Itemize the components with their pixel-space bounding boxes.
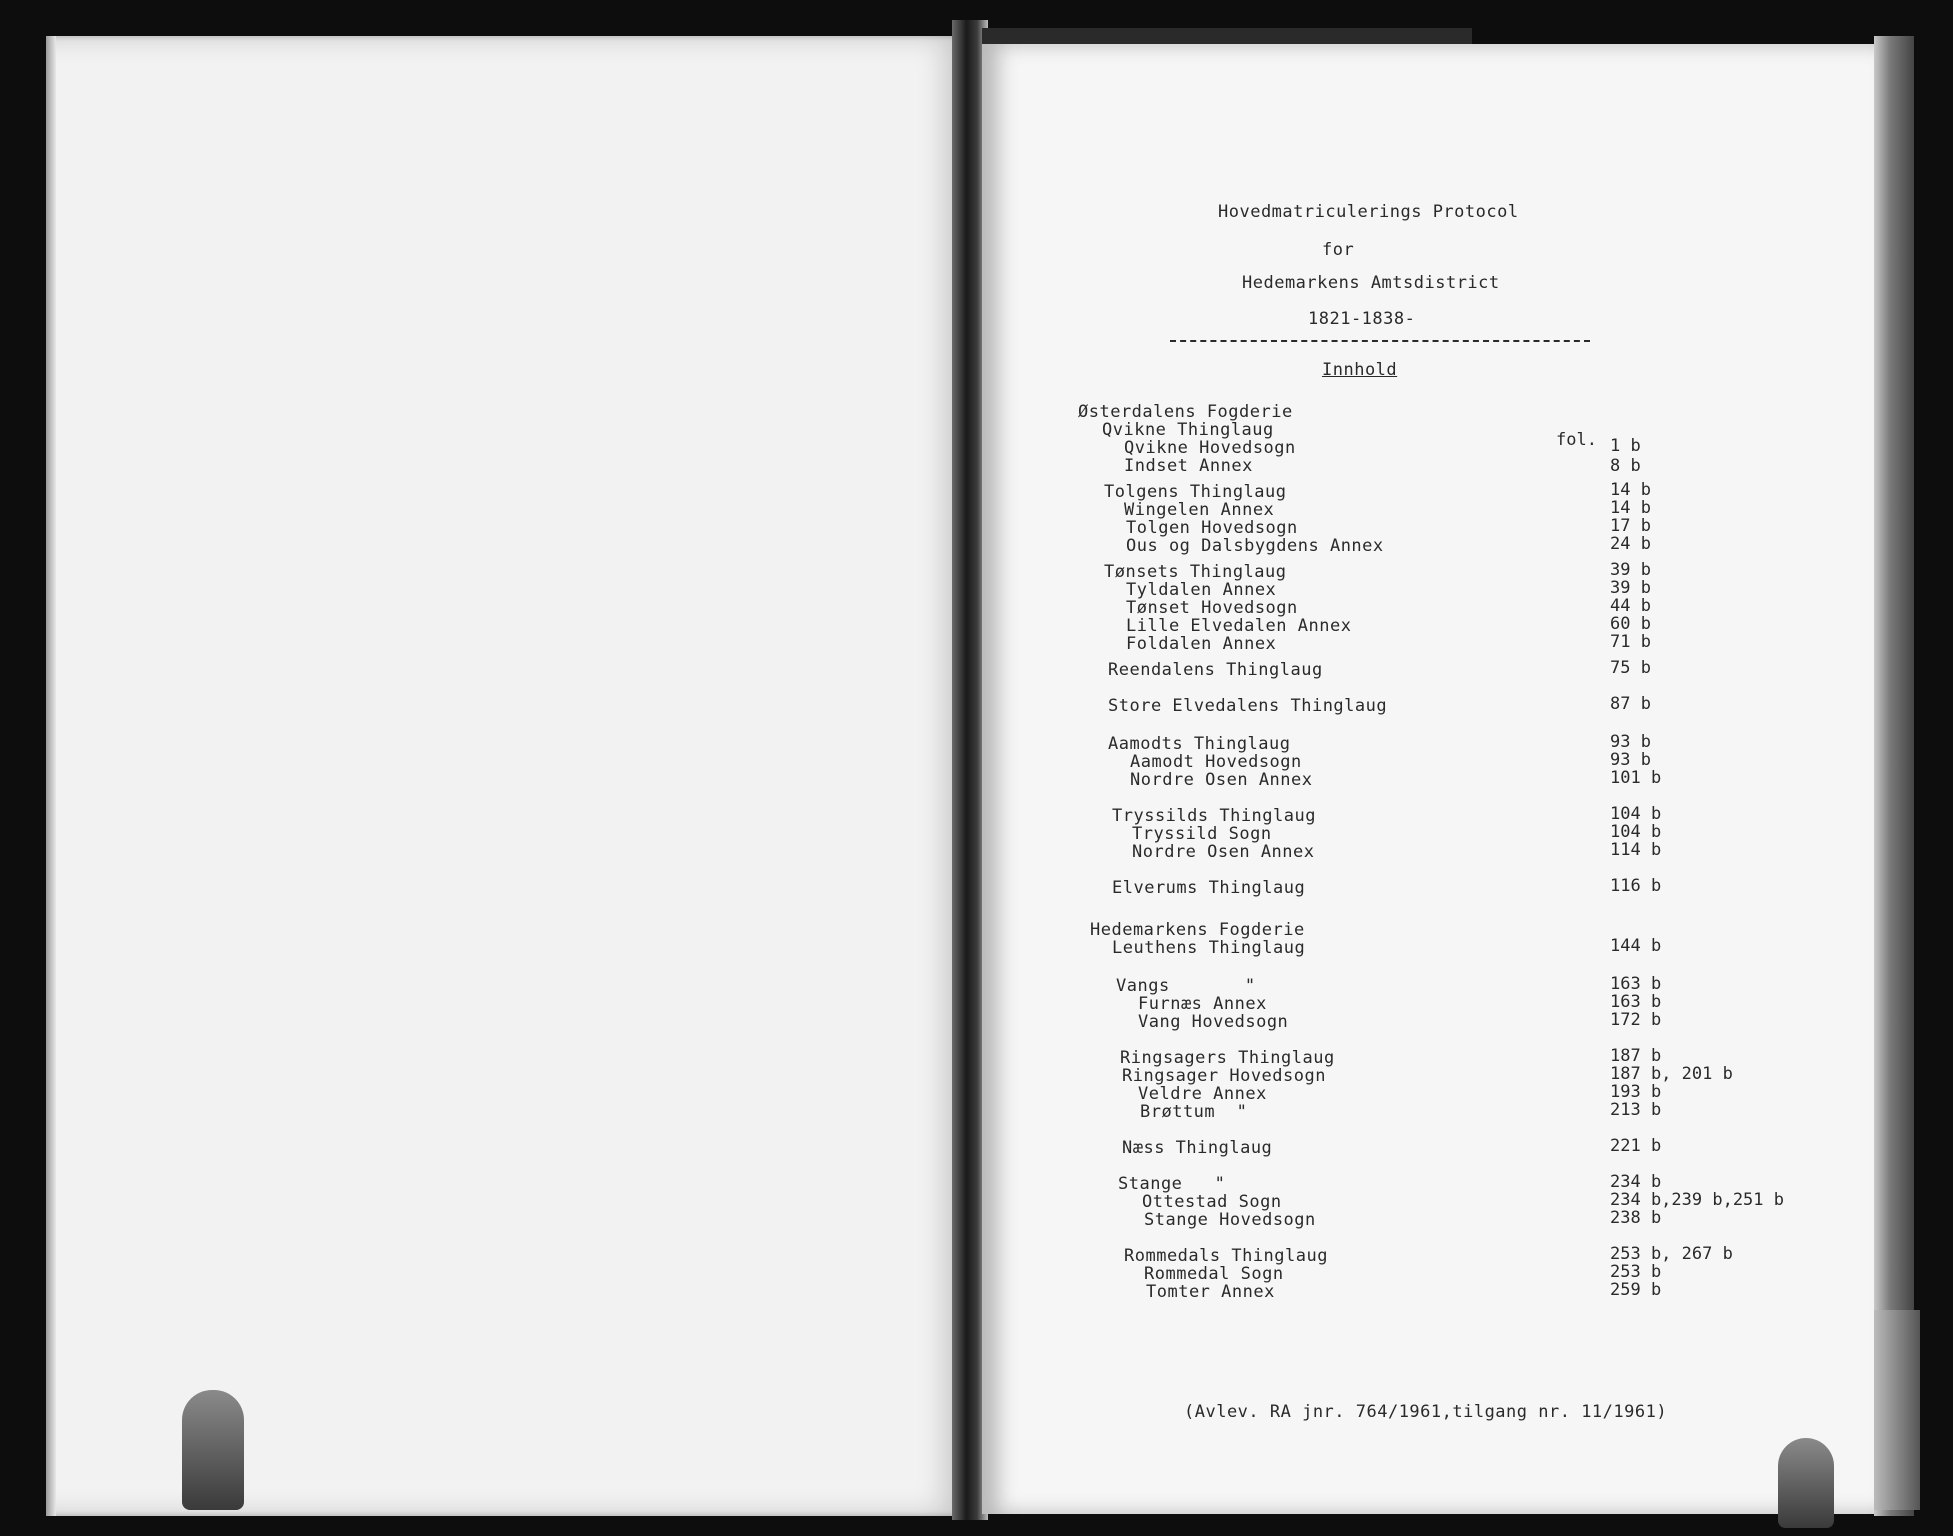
entry-name: Indset Annex	[1124, 456, 1253, 476]
entry-folio: 163 b	[1610, 974, 1662, 994]
entry-folio: 187 b	[1610, 1046, 1662, 1066]
page-edges-lower	[1874, 1310, 1920, 1510]
entry-name: Qvikne Hovedsogn	[1124, 438, 1296, 458]
entry-folio: 187 b, 201 b	[1610, 1064, 1733, 1084]
entry-folio: 163 b	[1610, 992, 1662, 1012]
entry-name: Tyldalen Annex	[1126, 580, 1277, 600]
entry-name: Stange Hovedsogn	[1144, 1210, 1316, 1230]
entry-folio: 44 b	[1610, 596, 1651, 616]
entry-name: Reendalens Thinglaug	[1108, 660, 1323, 680]
entry-folio: 193 b	[1610, 1082, 1662, 1102]
entry-folio: 93 b	[1610, 732, 1651, 752]
entry-folio: 14 b	[1610, 480, 1651, 500]
entry-folio: 24 b	[1610, 534, 1651, 554]
entry-folio: 87 b	[1610, 694, 1651, 714]
dashed-divider	[1170, 340, 1590, 342]
entry-folio: 104 b	[1610, 822, 1662, 842]
entry-folio: 39 b	[1610, 578, 1651, 598]
entry-folio: 259 b	[1610, 1280, 1662, 1300]
entry-folio: 60 b	[1610, 614, 1651, 634]
entry-name: Tolgen Hovedsogn	[1126, 518, 1298, 538]
document-district: Hedemarkens Amtsdistrict	[1242, 273, 1500, 293]
page-top-strip	[982, 28, 1472, 44]
fol-label: fol.	[1556, 430, 1597, 450]
entry-name: Aamodt Hovedsogn	[1130, 752, 1302, 772]
entry-folio: 8 b	[1610, 456, 1641, 476]
footer-reference: (Avlev. RA jnr. 764/1961,tilgang nr. 11/1961)	[1184, 1402, 1668, 1422]
entry-name: Nordre Osen Annex	[1132, 842, 1315, 862]
entry-name: Tønset Hovedsogn	[1126, 598, 1298, 618]
page-edges	[1874, 36, 1914, 1516]
entry-folio: 116 b	[1610, 876, 1662, 896]
entry-name: Store Elvedalens Thinglaug	[1108, 696, 1388, 716]
entry-name: Qvikne Thinglaug	[1102, 420, 1274, 440]
thumb-right	[1778, 1438, 1834, 1528]
entry-folio: 14 b	[1610, 498, 1651, 518]
entry-name: Ous og Dalsbygdens Annex	[1126, 536, 1384, 556]
entry-name: Ottestad Sogn	[1142, 1192, 1282, 1212]
document-for: for	[1322, 240, 1355, 260]
entry-name: Wingelen Annex	[1124, 500, 1275, 520]
entry-folio: 238 b	[1610, 1208, 1662, 1228]
entry-folio: 39 b	[1610, 560, 1651, 580]
entry-folio: 234 b,239 b,251 b	[1610, 1190, 1784, 1210]
entry-name: Rommedal Sogn	[1144, 1264, 1284, 1284]
entry-name: Østerdalens Fogderie	[1078, 402, 1293, 422]
entry-folio: 104 b	[1610, 804, 1662, 824]
entry-name: Tomter Annex	[1146, 1282, 1275, 1302]
entry-folio: 253 b	[1610, 1262, 1662, 1282]
entry-name: Aamodts Thinglaug	[1108, 734, 1291, 754]
entry-folio: 75 b	[1610, 658, 1651, 678]
entry-folio: 1 b	[1610, 436, 1641, 456]
contents-heading: Innhold	[1322, 360, 1398, 380]
right-page	[982, 44, 1874, 1514]
entry-name: Tryssild Sogn	[1132, 824, 1272, 844]
entry-folio: 172 b	[1610, 1010, 1662, 1030]
entry-name: Foldalen Annex	[1126, 634, 1277, 654]
entry-folio: 93 b	[1610, 750, 1651, 770]
entry-name: Vang Hovedsogn	[1138, 1012, 1289, 1032]
entry-name: Næss Thinglaug	[1122, 1138, 1273, 1158]
entry-folio: 221 b	[1610, 1136, 1662, 1156]
entry-name: Hedemarkens Fogderie	[1090, 920, 1305, 940]
entry-name: Rommedals Thinglaug	[1124, 1246, 1328, 1266]
entry-name: Lille Elvedalen Annex	[1126, 616, 1352, 636]
entry-name: Tryssilds Thinglaug	[1112, 806, 1316, 826]
entry-name: Tønsets Thinglaug	[1104, 562, 1287, 582]
left-page	[46, 36, 963, 1516]
entry-name: Brøttum "	[1140, 1102, 1248, 1122]
entry-name: Ringsager Hovedsogn	[1122, 1066, 1326, 1086]
entry-name: Nordre Osen Annex	[1130, 770, 1313, 790]
entry-folio: 71 b	[1610, 632, 1651, 652]
entry-name: Ringsagers Thinglaug	[1120, 1048, 1335, 1068]
entry-folio: 17 b	[1610, 516, 1651, 536]
entry-folio: 213 b	[1610, 1100, 1662, 1120]
entry-name: Elverums Thinglaug	[1112, 878, 1306, 898]
entry-folio: 114 b	[1610, 840, 1662, 860]
thumb-left	[182, 1390, 244, 1510]
entry-folio: 144 b	[1610, 936, 1662, 956]
document-title: Hovedmatriculerings Protocol	[1218, 202, 1519, 222]
entry-name: Stange "	[1118, 1174, 1226, 1194]
document-years: 1821-1838-	[1308, 309, 1416, 329]
entry-name: Vangs "	[1116, 976, 1256, 996]
entry-name: Veldre Annex	[1138, 1084, 1267, 1104]
entry-name: Tolgens Thinglaug	[1104, 482, 1287, 502]
entry-folio: 101 b	[1610, 768, 1662, 788]
entry-folio: 234 b	[1610, 1172, 1662, 1192]
entry-name: Furnæs Annex	[1138, 994, 1267, 1014]
entry-folio: 253 b, 267 b	[1610, 1244, 1733, 1264]
entry-name: Leuthens Thinglaug	[1112, 938, 1306, 958]
